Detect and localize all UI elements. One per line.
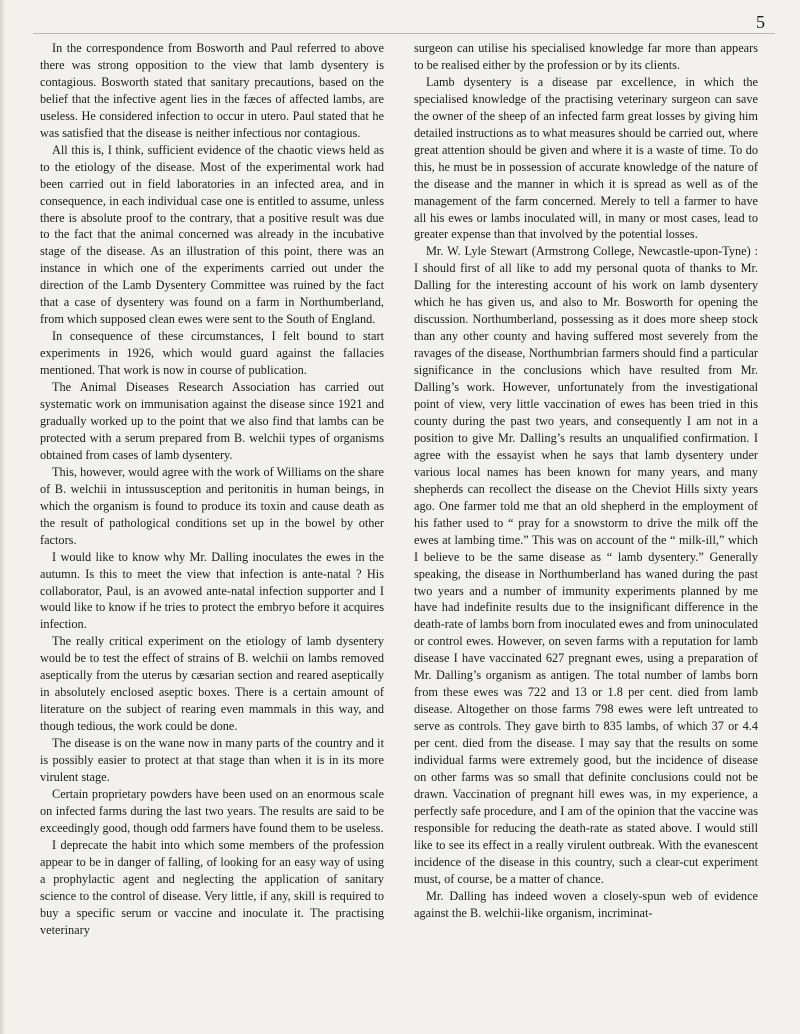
paragraph: This, however, would agree with the work of Williams on the share of B. welchii in intussusception and peritonitis in human beings, in which the organism is found to produce its toxin and cause death as the result of pathological conditions set up in the bowel by other factors. — [40, 464, 384, 547]
paragraph: surgeon can utilise his specialised knowledge far more than appears to be realised either by the profession or by its clients. — [414, 41, 758, 72]
page-edge-shadow — [0, 0, 6, 1034]
paragraph: The disease is on the wane now in many parts of the country and it is possibly easier to protect at that stage than when it is in its more virulent stage. — [40, 736, 384, 784]
paragraph: All this is, I think, sufficient evidence of the chaotic views held as to the etiology of the disease. Most of the experimental work had been carried out in field laboratories in an infected area, and in consequence, in each individual case one is entitled to assume, unless there is absolute proof to the contrary, that a positive result was due to the fact that the animal concerned was already in the incubative stage of the disease. As an illustration of this point, there was an instance in which one of the experiments carried out under the direction of the Lamb Dysentery Committee was ruined by the fact that a case of dysentery was found on a farm in Northumberland, from which supposed clean ewes were sent to the South of England. — [40, 142, 384, 327]
paragraph: In consequence of these circumstances, I felt bound to start experiments in 1926, which would guard against the fallacies mentioned. That work is now in course of publication. — [40, 329, 384, 378]
paragraph: The really critical experiment on the etiology of lamb dysentery would be to test the effect of strains of B. welchii on lambs removed aseptically from the uterus by cæsarian section and reared aseptically in absolutely enclosed aseptic boxes. There is a certain amount of literature on the subject of rearing even mammals in this way, and though tedious, the work could be done. — [40, 634, 384, 734]
paragraph: In the correspondence from Bosworth and Paul referred to above there was strong opposition to the view that lamb dysentery is contagious. Bosworth stated that sanitary precautions, based on the belief that the infective agent lies in the fæces of affected lambs, are useless. He considered infection to occur in utero. Paul stated that he was satisfied that the disease is neither infectious nor contagious. — [40, 41, 384, 140]
paragraph: Mr. Dalling has indeed woven a closely-spun web of evidence against the B. welchii-like organism, incriminat- — [414, 888, 758, 920]
paragraph: The Animal Diseases Research Association has carried out systematic work on immunisation against the disease since 1921 and gradually worked up to the point that we also find that lambs can be protected with a serum prepared from B. welchii types of organisms obtained from cases of lamb dysentery. — [40, 380, 384, 462]
right-column — [414, 40, 758, 922]
paragraph: I would like to know why Mr. Dalling inoculates the ewes in the autumn. Is this to meet the view that infection is ante-natal ? His collaborator, Paul, is an avowed ante-natal infection supporter and I would like to know if he tries to protect the embryo before it acquires infection. — [40, 549, 384, 632]
paragraph: Mr. W. Lyle Stewart (Armstrong College, Newcastle-upon-Tyne) : I should first of all like to add my personal quota of thanks to Mr. Dalling for the interesting account of his work on lamb dysentery which he has given us, and also to Mr. Bosworth for opening the discussion. Northumberland, possessing as it does more sheep stock than any other county and having suffered most severely from the ravages of the disease, Northumbrian farmers should find a particular significance in the conclusions which have resulted from Mr. Dalling’s work. However, unfortunately from the investigational point of view, very little vaccination of ewes has been tried in this county during the past two years, and consequently I am not in a position to give Mr. Dalling’s results an unqualified confirmation. I agree with the essayist when he says that lamb dysentery under various local names has been known for many years, and many shepherds can recollect the disease on the Cheviot Hills sixty years ago. One farmer told me that an old shepherd in the employment of his father used to “ pray for a snowstorm to drive the milk off the ewes at lambing time.” This was on account of the “ milk-ill,” which I believe to be the same disease as “ lamb dysentery.” Generally speaking, the disease in Northumberland has waned during the past two years and a number of immunity experiments planned by me have had indefinite results due to the insignificant difference in the death-rate of lambs born from inoculated ewes and from uninoculated or control ewes. However, on seven farms with a reputation for lamb disease I have vaccinated 627 pregnant ewes, using a preparation of Mr. Dalling’s organism as antigen. The total number of lambs born from these ewes was 722 and 13 or 1.8 per cent. died from lamb disease. Altogether on those farms 798 ewes were left untreated to serve as controls. They gave birth to 835 lambs, of which 37 or 4.4 per cent. died from the disease. I may say that the results on some individual farms were extremely good, but the incidence of disease on other farms was so small that definite conclusions could not be drawn. Vaccination of pregnant hill ewes was, in my experience, a perfectly safe procedure, and I am of the opinion that the vaccine was responsible for reducing the death-rate as stated above. I would still like to see its effect in a really virulent outbreak. With the evanescent incidence of the disease in this country, such a clear-cut experiment must, of course, be a matter of chance. — [414, 244, 758, 886]
left-column — [40, 40, 384, 939]
header-rule — [33, 33, 775, 34]
page-number: 5 — [756, 12, 765, 32]
paragraph: I deprecate the habit into which some members of the profession appear to be in danger of falling, of looking for an easy way of using a prophylactic agent and neglecting the application of sanitary science to the control of disease. Very little, if any, skill is required to buy a specific serum or vaccine and inoculate it. The practising veterinary — [40, 837, 384, 937]
paragraph: Lamb dysentery is a disease par excellence, in which the specialised knowledge of the practising veterinary surgeon can save the owner of the sheep of an infected farm great losses by giving him detailed instructions as to what measures should be carried out, where great attention should be given and where it is a waste of time. To do this, he must be in possession of accurate knowledge of the nature of the disease and the manner in which it is spread as well as of the management of the farm concerned. Merely to tell a farmer to have all his ewes or lambs inoculated will, in many or most cases, lead to greater expense than that involved by the potential losses. — [414, 74, 758, 242]
paragraph: Certain proprietary powders have been used on an enormous scale on infected farms during the last two years. The results are said to be exceedingly good, though odd farmers have found them to be useless. — [40, 786, 384, 835]
